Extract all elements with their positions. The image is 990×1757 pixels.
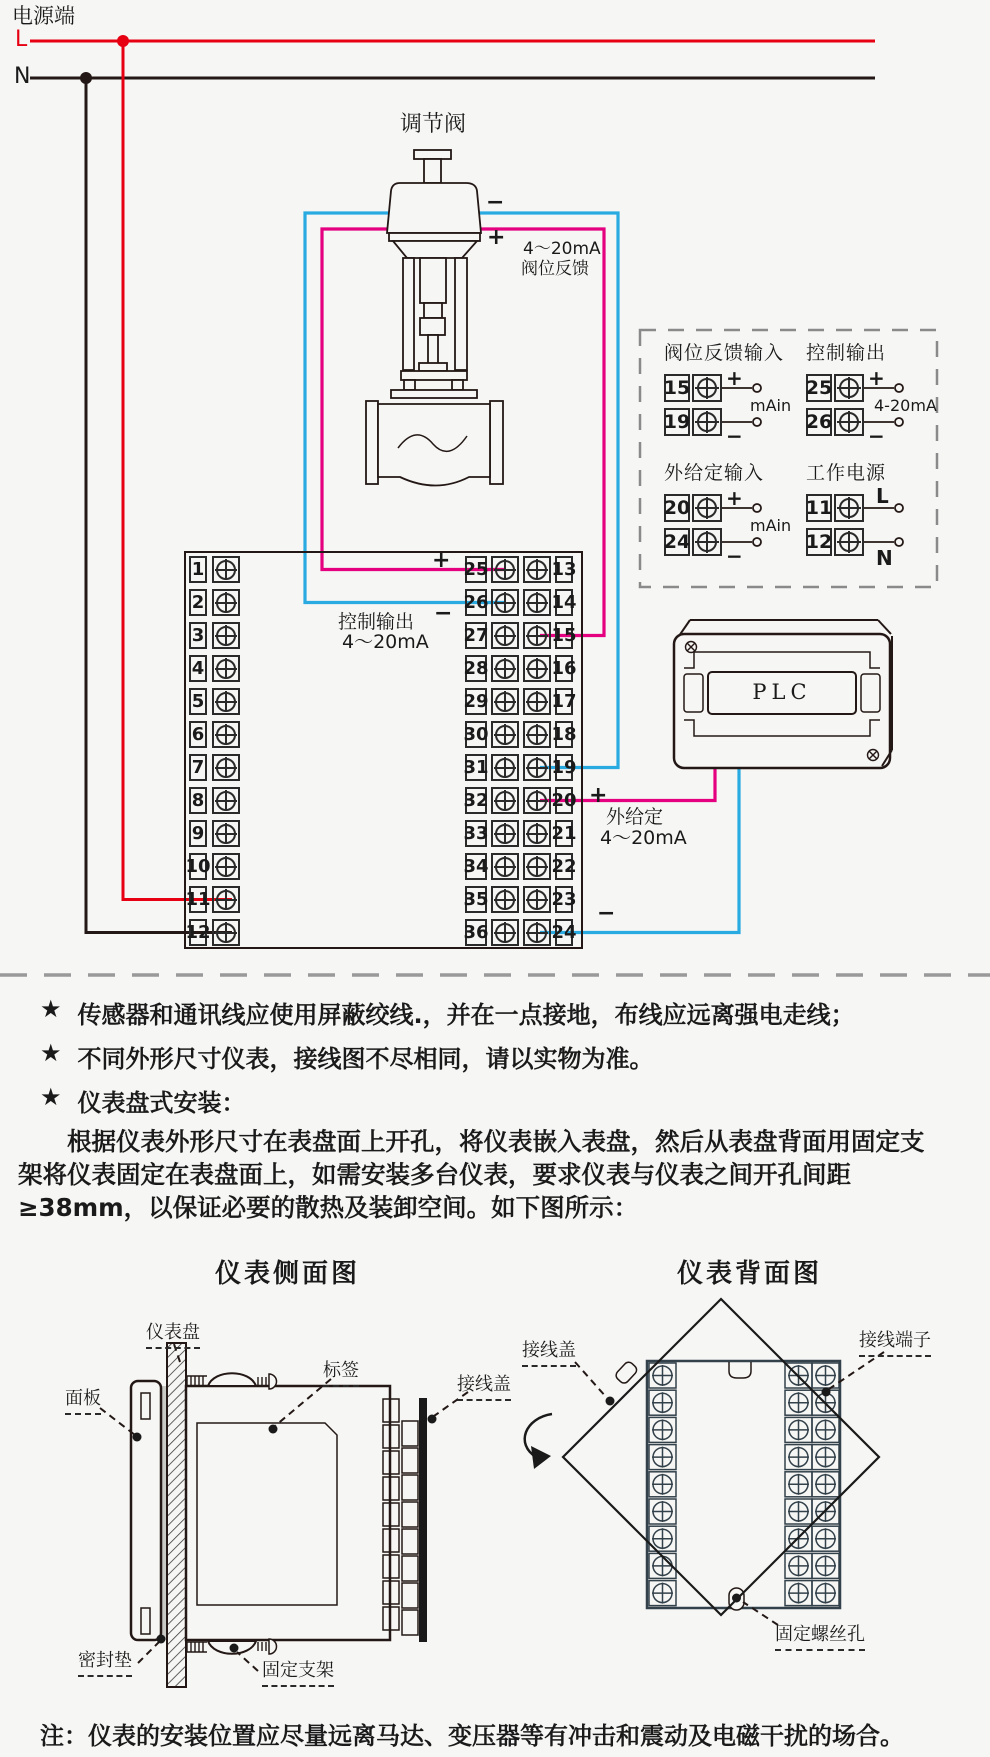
terminal-number: 32 xyxy=(465,787,487,814)
screw-terminal-icon xyxy=(491,589,519,616)
terminal-number: 6 xyxy=(189,721,207,748)
screw-terminal-icon xyxy=(523,754,551,781)
screw-terminal-icon xyxy=(212,721,240,748)
terminal-row xyxy=(463,721,577,748)
polarity-sign: − xyxy=(726,544,743,568)
terminal-number: 17 xyxy=(555,688,573,715)
screw-terminal-icon xyxy=(692,374,722,402)
terminal-number: 15 xyxy=(664,374,690,402)
screw-hole-annotation: 固定螺丝孔 xyxy=(775,1620,865,1651)
screw-terminal-icon xyxy=(212,787,240,814)
screw-terminal-icon xyxy=(491,655,519,682)
terminal-number: 11 xyxy=(189,886,207,913)
terminal-number: 11 xyxy=(806,494,832,522)
terminal-number: 34 xyxy=(465,853,487,880)
detail-mid-label: mAin xyxy=(750,516,792,535)
screw-terminal-icon xyxy=(834,494,864,522)
screw-terminal-icon xyxy=(523,820,551,847)
terminal-number: 22 xyxy=(555,853,573,880)
terminal-block-right-columns xyxy=(463,556,577,946)
terminal-row xyxy=(189,589,240,616)
detail-group-control-output xyxy=(806,338,966,456)
screw-terminal-icon xyxy=(523,655,551,682)
screw-terminal-icon xyxy=(834,408,864,436)
ext-setpoint-minus: − xyxy=(597,901,616,926)
screw-terminal-icon xyxy=(491,622,519,649)
screw-terminal-icon xyxy=(491,556,519,583)
power-title: 电源端 xyxy=(12,4,75,28)
terminal-number: 16 xyxy=(555,655,573,682)
side-view-title: 仪表侧面图 xyxy=(215,1259,361,1289)
terminal-row xyxy=(463,622,577,649)
screw-terminal-icon xyxy=(491,820,519,847)
terminal-number: 13 xyxy=(555,556,573,583)
terminal-number: 1 xyxy=(189,556,207,583)
note-item xyxy=(40,995,855,1030)
bracket-annotation: 固定支架 xyxy=(262,1656,334,1687)
note-text: 传感器和通讯线应使用屏蔽绞线.，并在一点接地，布线应远离强电走线； xyxy=(77,1001,855,1029)
terminal-number: 10 xyxy=(189,853,207,880)
control-output-label-2: 4～20mA xyxy=(342,631,429,653)
screw-terminal-icon xyxy=(491,787,519,814)
terminal-number: 5 xyxy=(189,688,207,715)
ext-setpoint-label-1: 外给定 xyxy=(606,806,664,828)
detail-group-working-power xyxy=(806,458,966,576)
star-bullet-icon: ★ xyxy=(40,1083,62,1111)
screw-terminal-icon xyxy=(212,820,240,847)
polarity-sign: L xyxy=(876,484,889,508)
screw-terminal-icon xyxy=(523,622,551,649)
terminal-row xyxy=(189,787,240,814)
terminal-row xyxy=(185,853,240,880)
terminal-row xyxy=(463,886,577,913)
screw-terminal-icon xyxy=(834,374,864,402)
terminal-number: 35 xyxy=(465,886,487,913)
valve-plus-sign: + xyxy=(487,225,506,250)
terminal-number: 20 xyxy=(664,494,690,522)
screw-terminal-icon xyxy=(212,919,240,946)
terminal-row xyxy=(463,655,577,682)
terminal-number: 19 xyxy=(664,408,690,436)
wiring-cover-annotation-side: 接线盖 xyxy=(457,1370,511,1401)
note-item xyxy=(40,1039,654,1074)
terminal-number: 7 xyxy=(189,754,207,781)
tag-annotation: 标签 xyxy=(323,1356,359,1387)
terminal-number: 26 xyxy=(806,408,832,436)
terminal-number: 12 xyxy=(189,919,207,946)
screw-terminal-icon xyxy=(523,688,551,715)
control-output-label-1: 控制输出 xyxy=(338,611,415,633)
star-bullet-icon: ★ xyxy=(40,1039,62,1067)
screw-terminal-icon xyxy=(212,688,240,715)
detail-group-feedback-input xyxy=(664,338,824,456)
terminal-row xyxy=(189,556,240,583)
terminal-row xyxy=(463,688,577,715)
polarity-sign: + xyxy=(726,486,743,510)
note-item xyxy=(40,1083,246,1118)
polarity-sign: − xyxy=(868,424,885,448)
terminal-row xyxy=(463,853,577,880)
screw-terminal-icon xyxy=(692,528,722,556)
installation-paragraph: 根据仪表外形尺寸在表盘面上开孔，将仪表嵌入表盘，然后从表盘背面用固定支架将仪表固定在表盘面上，如需安装多台仪表，要求仪表与仪表之间开孔间距≥38mm，以保证必要的散热及装卸空间。如下图所示： xyxy=(18,1127,925,1222)
ext-setpoint-plus: + xyxy=(589,783,608,808)
screw-terminal-icon xyxy=(523,787,551,814)
screw-terminal-icon xyxy=(491,754,519,781)
polarity-sign: + xyxy=(868,366,885,390)
control-valve-drawing xyxy=(366,150,506,486)
screw-terminal-icon xyxy=(212,655,240,682)
screw-terminal-icon xyxy=(692,494,722,522)
terminal-row xyxy=(189,622,240,649)
detail-mid-label: 4-20mA xyxy=(874,396,937,415)
terminal-number: 2 xyxy=(189,589,207,616)
terminal-number: 30 xyxy=(465,721,487,748)
screw-terminal-icon xyxy=(692,408,722,436)
screw-terminal-icon xyxy=(212,622,240,649)
terminal-number: 25 xyxy=(806,374,832,402)
terminal-number: 8 xyxy=(189,787,207,814)
terminal-number: 20 xyxy=(555,787,573,814)
terminal-row xyxy=(185,886,240,913)
screw-terminal-icon xyxy=(212,886,240,913)
terminal-number: 28 xyxy=(465,655,487,682)
polarity-sign: + xyxy=(726,366,743,390)
terminal-number: 3 xyxy=(189,622,207,649)
terminal-row xyxy=(189,754,240,781)
front-panel-annotation: 面板 xyxy=(65,1384,101,1415)
detail-group-title: 控制输出 xyxy=(806,342,887,364)
screw-terminal-icon xyxy=(491,919,519,946)
valve-feedback-label-2: 阀位反馈 xyxy=(521,259,589,279)
screw-terminal-icon xyxy=(834,528,864,556)
terminal-row xyxy=(463,919,577,946)
screw-terminal-icon xyxy=(212,556,240,583)
side-view-drawing xyxy=(100,1343,468,1687)
screw-terminal-icon xyxy=(523,919,551,946)
terminal-number: 26 xyxy=(465,589,487,616)
terminal-number: 19 xyxy=(555,754,573,781)
terminal-row xyxy=(185,919,240,946)
terminal-number: 15 xyxy=(555,622,573,649)
panel-annotation: 仪表盘 xyxy=(146,1318,200,1349)
screw-terminal-icon xyxy=(523,589,551,616)
terminal-number: 18 xyxy=(555,721,573,748)
terminal-number: 36 xyxy=(465,919,487,946)
control-output-plus: + xyxy=(432,548,451,573)
terminal-block-left-column xyxy=(185,556,240,946)
polarity-sign: − xyxy=(726,424,743,448)
screw-terminal-icon xyxy=(212,853,240,880)
terminals-annotation: 接线端子 xyxy=(859,1326,931,1357)
terminal-number: 25 xyxy=(465,556,487,583)
control-output-minus: − xyxy=(434,601,453,626)
terminal-row xyxy=(189,721,240,748)
screw-terminal-icon xyxy=(212,589,240,616)
valve-minus-sign: − xyxy=(486,190,505,215)
plc-label: PLC xyxy=(752,680,812,704)
detail-group-ext-setpoint-input xyxy=(664,458,824,576)
terminal-number: 24 xyxy=(664,528,690,556)
note-text: 不同外形尺寸仪表，接线图不尽相同，请以实物为准。 xyxy=(77,1045,654,1073)
terminal-row xyxy=(463,589,577,616)
terminal-row xyxy=(463,556,577,583)
terminal-number: 12 xyxy=(806,528,832,556)
terminal-row xyxy=(463,754,577,781)
note-text: 仪表盘式安装： xyxy=(77,1089,246,1117)
screw-terminal-icon xyxy=(523,556,551,583)
wiring-cover-annotation-back: 接线盖 xyxy=(522,1336,576,1367)
detail-group-title: 阀位反馈输入 xyxy=(664,342,785,364)
polarity-sign: N xyxy=(876,546,893,570)
terminal-number: 33 xyxy=(465,820,487,847)
neutral-line-label: N xyxy=(14,64,31,89)
terminal-number: 27 xyxy=(465,622,487,649)
screw-terminal-icon xyxy=(523,886,551,913)
star-bullet-icon: ★ xyxy=(40,995,62,1023)
screw-terminal-icon xyxy=(523,853,551,880)
ext-setpoint-label-2: 4～20mA xyxy=(600,827,687,849)
terminal-number: 9 xyxy=(189,820,207,847)
live-line-label: L xyxy=(15,27,28,52)
screw-terminal-icon xyxy=(491,853,519,880)
detail-group-title: 外给定输入 xyxy=(664,462,765,484)
terminal-number: 24 xyxy=(555,919,573,946)
terminal-row xyxy=(463,820,577,847)
terminal-row xyxy=(463,787,577,814)
terminal-number: 14 xyxy=(555,589,573,616)
terminal-row xyxy=(189,820,240,847)
back-view-drawing xyxy=(525,1299,884,1625)
screw-terminal-icon xyxy=(491,688,519,715)
terminal-number: 29 xyxy=(465,688,487,715)
screw-terminal-icon xyxy=(212,754,240,781)
detail-group-title: 工作电源 xyxy=(806,462,887,484)
terminal-row xyxy=(189,688,240,715)
terminal-number: 31 xyxy=(465,754,487,781)
back-view-title: 仪表背面图 xyxy=(677,1259,823,1289)
screw-terminal-icon xyxy=(491,886,519,913)
valve-title: 调节阀 xyxy=(400,112,467,137)
terminal-number: 23 xyxy=(555,886,573,913)
screw-terminal-icon xyxy=(491,721,519,748)
terminal-number: 21 xyxy=(555,820,573,847)
detail-mid-label: mAin xyxy=(750,396,792,415)
terminal-row xyxy=(189,655,240,682)
valve-feedback-label-1: 4～20mA xyxy=(523,239,601,259)
footnote: 注：仪表的安装位置应尽量远离马达、变压器等有冲击和震动及电磁干扰的场合。 xyxy=(40,1722,904,1750)
gasket-annotation: 密封垫 xyxy=(78,1646,132,1677)
screw-terminal-icon xyxy=(523,721,551,748)
terminal-number: 4 xyxy=(189,655,207,682)
